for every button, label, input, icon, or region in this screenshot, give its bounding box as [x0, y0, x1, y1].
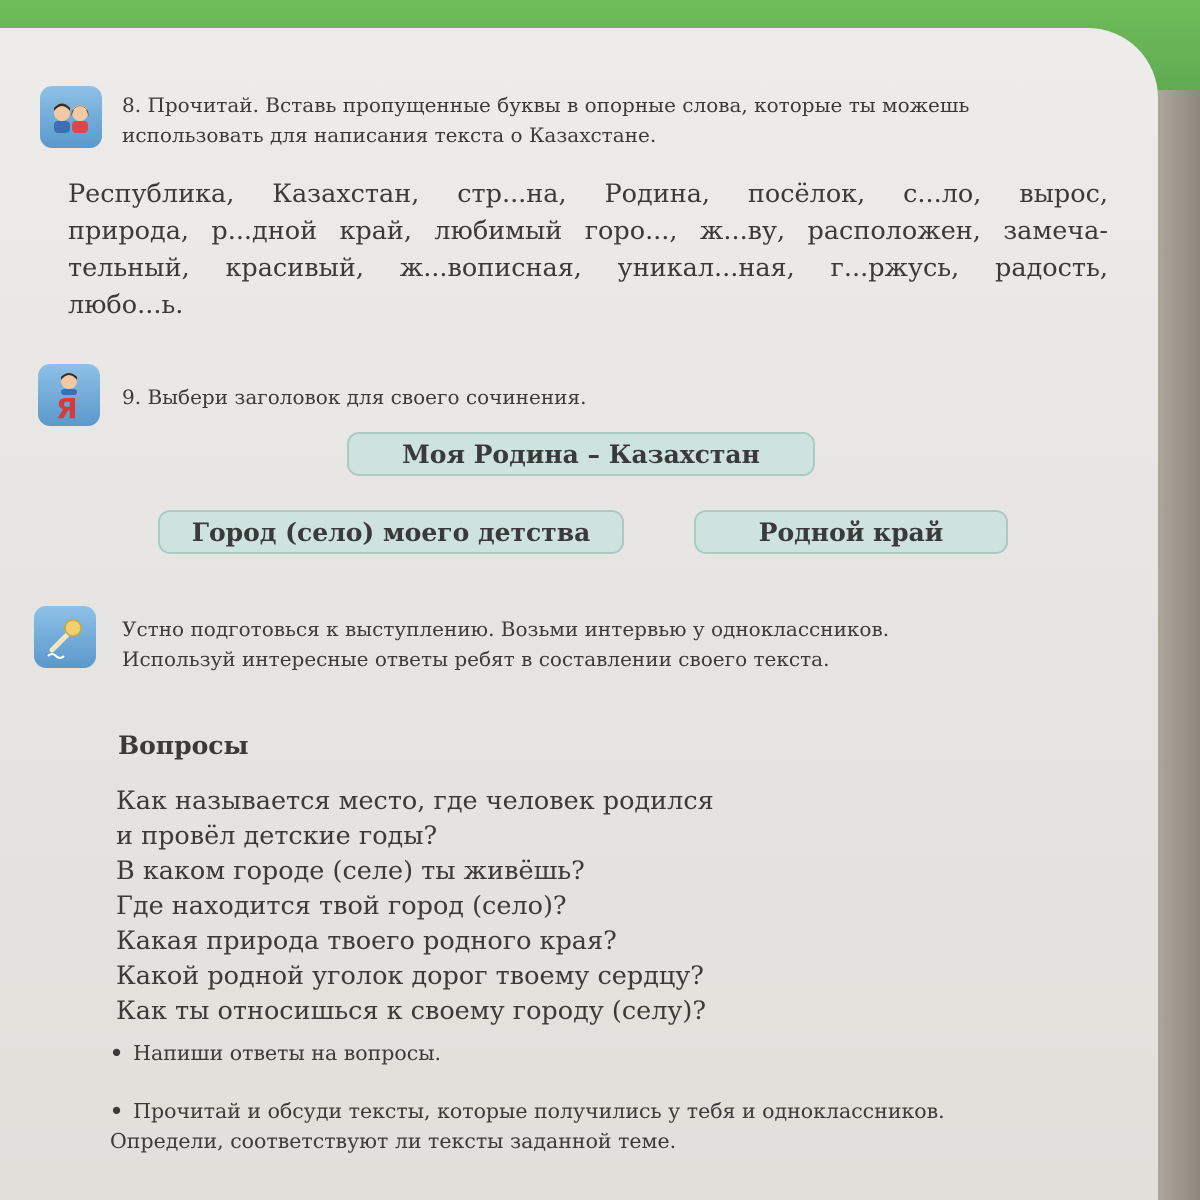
questions-heading: Вопросы — [118, 731, 249, 760]
question-line: Какой родной уголок дорог твоему сердцу? — [116, 961, 704, 991]
question-line: Как ты относишься к своему городу (селу)? — [116, 996, 707, 1026]
word-list-line: любо...ь. — [68, 290, 184, 320]
bullet-item — [110, 1096, 945, 1156]
title-option-1[interactable]: Моя Родина – Казахстан — [347, 432, 815, 476]
bullet-text: Напиши ответы на вопросы. — [133, 1041, 442, 1065]
ya-child-icon — [38, 364, 100, 426]
question-line: Как называется место, где человек родился — [116, 786, 714, 816]
bullet-text: Определи, соответствуют ли тексты заданной теме. — [110, 1129, 677, 1153]
word-list-line: Республика, Казахстан, стр...на, Родина, посёлок, с...ло, вырос, — [68, 179, 1108, 209]
speech-task-line: Устно подготовься к выступлению. Возьми интервью у одноклассников. — [122, 617, 890, 641]
textbook-page — [0, 28, 1158, 1200]
bullet-mark: • — [110, 1041, 124, 1065]
speech-task-line: Используй интересные ответы ребят в составлении своего текста. — [122, 647, 830, 671]
task-8-line: 8. Прочитай. Вставь пропущенные буквы в опорные слова, которые ты можешь — [122, 93, 970, 117]
task-8-line: использовать для написания текста о Казахстане. — [122, 123, 657, 147]
word-list-line: природа, р...дной край, любимый горо..., ж...ву, расположен, замеча- — [68, 216, 1108, 246]
question-line: Где находится твой город (село)? — [116, 891, 567, 921]
task-9-instructions: 9. Выбери заголовок для своего сочинения. — [122, 385, 587, 409]
bullet-mark: • — [110, 1099, 124, 1123]
title-option-2[interactable]: Город (село) моего детства — [158, 510, 624, 554]
two-children-icon — [40, 86, 102, 148]
reference-word-list — [68, 176, 1108, 324]
speech-task-instructions — [122, 614, 889, 674]
task-8-instructions — [122, 90, 969, 150]
questions-list — [116, 784, 714, 1029]
bullet-text: Прочитай и обсуди тексты, которые получились у тебя и одноклассников. — [133, 1099, 945, 1123]
microphone-icon — [34, 606, 96, 668]
bullet-item — [110, 1038, 441, 1068]
question-line: Какая природа твоего родного края? — [116, 926, 617, 956]
ya-letter: Я — [56, 392, 78, 425]
question-line: В каком городе (селе) ты живёшь? — [116, 856, 585, 886]
question-line: и провёл детские годы? — [116, 821, 438, 851]
title-option-3[interactable]: Родной край — [694, 510, 1008, 554]
word-list-line: тельный, красивый, ж...вописная, уникал...ная, г...ржусь, радость, — [68, 253, 1108, 283]
